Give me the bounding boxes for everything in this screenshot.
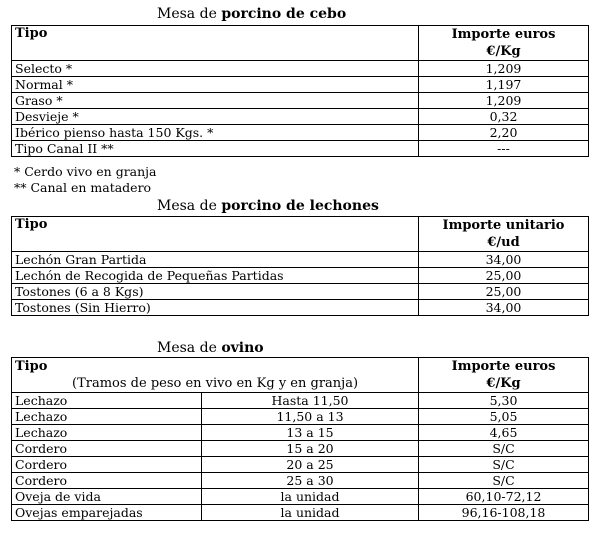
lechones-tipo-cell: Tostones (Sin Hierro) [12, 300, 419, 316]
ovino-importe-cell: 5,30 [419, 393, 589, 409]
ovino-tramo-cell: 20 a 25 [202, 457, 419, 473]
lechones-tipo-cell: Lechón de Recogida de Pequeñas Partidas [12, 268, 419, 284]
ovino-title [157, 340, 264, 356]
lechones-title [157, 198, 379, 214]
lechones-title-bold: porcino de lechones [221, 198, 379, 214]
ovino-tramo-cell: Hasta 11,50 [202, 393, 419, 409]
cebo-importe-cell: 1,209 [419, 93, 589, 109]
ovino-tramo-cell: 25 a 30 [202, 473, 419, 489]
cebo-importe-cell: --- [419, 141, 589, 157]
ovino-importe-cell: 96,16-108,18 [419, 505, 589, 521]
lechones-header-tipo: Tipo [12, 217, 419, 252]
ovino-header-tipo [12, 358, 419, 393]
ovino-tipo-cell: Ovejas emparejadas [12, 505, 202, 521]
ovino-tipo-cell: Cordero [12, 441, 202, 457]
cebo-table [11, 25, 589, 157]
lechones-importe-cell: 34,00 [419, 300, 589, 316]
cebo-header-importe-line1: Importe euros [451, 27, 556, 42]
ovino-importe-cell: 5,05 [419, 409, 589, 425]
lechones-header-row [12, 217, 589, 252]
ovino-header-importe-line2: €/Kg [486, 376, 521, 391]
table-row [12, 425, 589, 441]
ovino-tipo-cell: Cordero [12, 473, 202, 489]
cebo-title-bold: porcino de cebo [221, 6, 347, 22]
table-row [12, 141, 589, 157]
table-row [12, 252, 589, 268]
lechones-table [11, 216, 589, 316]
lechones-importe-cell: 25,00 [419, 284, 589, 300]
lechones-title-prefix: Mesa de [157, 198, 222, 214]
table-row [12, 505, 589, 521]
ovino-title-bold: ovino [221, 340, 264, 356]
cebo-header-tipo: Tipo [12, 26, 419, 61]
ovino-importe-cell: S/C [419, 473, 589, 489]
ovino-header-importe [419, 358, 589, 393]
ovino-header-importe-line1: Importe euros [451, 359, 556, 374]
ovino-tipo-cell: Oveja de vida [12, 489, 202, 505]
ovino-tramo-cell: 15 a 20 [202, 441, 419, 457]
ovino-title-prefix: Mesa de [157, 340, 222, 356]
cebo-tipo-cell: Tipo Canal II ** [12, 141, 419, 157]
table-row [12, 125, 589, 141]
cebo-tipo-cell: Ibérico pienso hasta 150 Kgs. * [12, 125, 419, 141]
lechones-tipo-cell: Lechón Gran Partida [12, 252, 419, 268]
lechones-header-importe [419, 217, 589, 252]
table-row [12, 284, 589, 300]
cebo-tipo-cell: Graso * [12, 93, 419, 109]
cebo-tipo-cell: Normal * [12, 77, 419, 93]
ovino-header-tipo-label: Tipo [15, 359, 48, 374]
ovino-tipo-cell: Lechazo [12, 393, 202, 409]
lechones-header-importe-line1: Importe unitario [442, 218, 565, 233]
cebo-title-prefix: Mesa de [157, 6, 222, 22]
cebo-importe-cell: 2,20 [419, 125, 589, 141]
ovino-importe-cell: 4,65 [419, 425, 589, 441]
cebo-importe-cell: 1,209 [419, 61, 589, 77]
table-row [12, 93, 589, 109]
table-row [12, 268, 589, 284]
table-row [12, 300, 589, 316]
table-row [12, 457, 589, 473]
ovino-tipo-cell: Lechazo [12, 425, 202, 441]
ovino-tipo-cell: Cordero [12, 457, 202, 473]
table-row [12, 473, 589, 489]
cebo-importe-cell: 0,32 [419, 109, 589, 125]
cebo-header-row [12, 26, 589, 61]
ovino-tramo-cell: 11,50 a 13 [202, 409, 419, 425]
lechones-importe-cell: 25,00 [419, 268, 589, 284]
cebo-note-1: * Cerdo vivo en granja [14, 164, 157, 179]
cebo-tipo-cell: Selecto * [12, 61, 419, 77]
cebo-tipo-cell: Desvieje * [12, 109, 419, 125]
ovino-header-row [12, 358, 589, 393]
table-row [12, 393, 589, 409]
table-row [12, 489, 589, 505]
table-row [12, 109, 589, 125]
table-row [12, 441, 589, 457]
cebo-header-importe-line2: €/Kg [486, 44, 521, 59]
ovino-table [11, 357, 589, 521]
table-row [12, 61, 589, 77]
table-row [12, 409, 589, 425]
ovino-importe-cell: 60,10-72,12 [419, 489, 589, 505]
lechones-tipo-cell: Tostones (6 a 8 Kgs) [12, 284, 419, 300]
ovino-tramo-cell: la unidad [202, 489, 419, 505]
table-row [12, 77, 589, 93]
ovino-importe-cell: S/C [419, 457, 589, 473]
cebo-importe-cell: 1,197 [419, 77, 589, 93]
ovino-tramo-cell: 13 a 15 [202, 425, 419, 441]
cebo-note-2: ** Canal en matadero [14, 180, 152, 195]
ovino-tramo-cell: la unidad [202, 505, 419, 521]
lechones-importe-cell: 34,00 [419, 252, 589, 268]
lechones-header-importe-line2: €/ud [487, 235, 520, 250]
cebo-header-importe [419, 26, 589, 61]
ovino-tipo-cell: Lechazo [12, 409, 202, 425]
cebo-title [157, 6, 346, 22]
ovino-header-sub: (Tramos de peso en vivo en Kg y en granja) [72, 376, 359, 391]
ovino-importe-cell: S/C [419, 441, 589, 457]
